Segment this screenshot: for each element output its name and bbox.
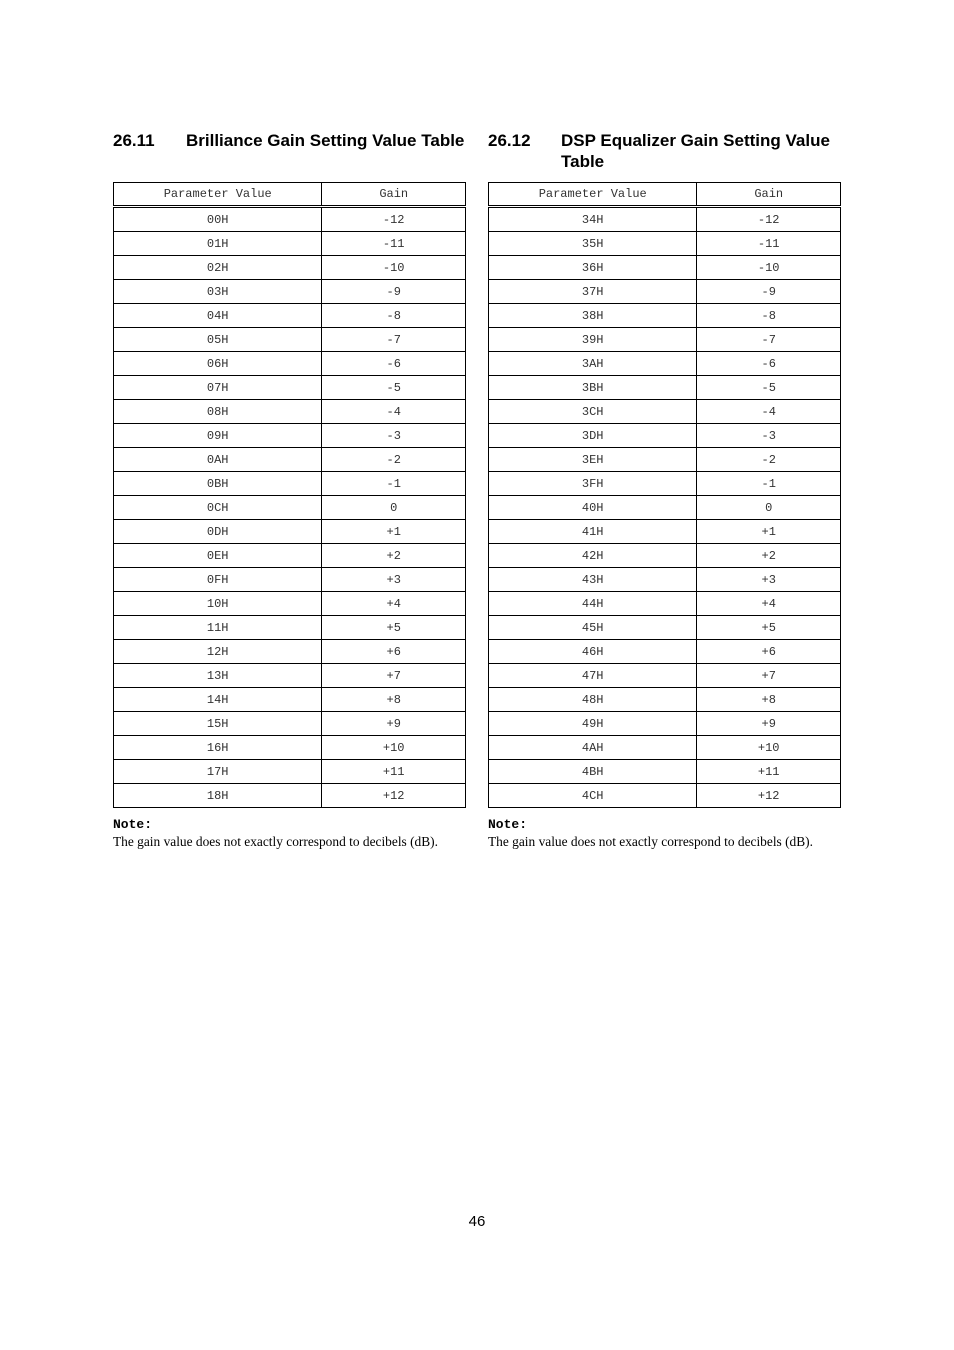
table-row (489, 328, 841, 352)
table-row (489, 616, 841, 640)
gain-cell: +2 (322, 544, 466, 568)
parameter-value-cell: 0FH (114, 568, 322, 592)
parameter-value-cell: 49H (489, 712, 697, 736)
gain-cell: +7 (697, 664, 841, 688)
gain-cell: -9 (322, 280, 466, 304)
table-row (489, 352, 841, 376)
gain-cell: -6 (697, 352, 841, 376)
table-row (489, 448, 841, 472)
gain-cell: +5 (322, 616, 466, 640)
parameter-value-cell: 44H (489, 592, 697, 616)
gain-cell: +11 (322, 760, 466, 784)
table-row (114, 472, 466, 496)
gain-cell: -6 (322, 352, 466, 376)
gain-cell: -12 (322, 207, 466, 232)
parameter-value-cell: 35H (489, 232, 697, 256)
parameter-value-cell: 16H (114, 736, 322, 760)
gain-cell: +1 (322, 520, 466, 544)
gain-cell: -8 (697, 304, 841, 328)
note-text: The gain value does not exactly correspond to decibels (dB). (488, 834, 813, 849)
table-row (114, 280, 466, 304)
column-header-parameter-value: Parameter Value (489, 183, 697, 207)
gain-cell: +12 (697, 784, 841, 808)
table-row (489, 784, 841, 808)
column-header-gain: Gain (322, 183, 466, 207)
column-header-parameter-value: Parameter Value (114, 183, 322, 207)
table-row (489, 424, 841, 448)
table-row (114, 616, 466, 640)
gain-cell: +8 (697, 688, 841, 712)
table-row (489, 520, 841, 544)
gain-cell: +8 (322, 688, 466, 712)
table-header-row (114, 183, 466, 207)
gain-cell: +2 (697, 544, 841, 568)
gain-cell: +6 (697, 640, 841, 664)
table-row (114, 232, 466, 256)
table-row (114, 544, 466, 568)
gain-cell: -1 (697, 472, 841, 496)
table-row (114, 304, 466, 328)
table-row (489, 280, 841, 304)
section-title: DSP Equalizer Gain Setting Value Table (561, 131, 830, 171)
table-row (489, 760, 841, 784)
parameter-value-cell: 14H (114, 688, 322, 712)
table-row (114, 760, 466, 784)
gain-cell: -3 (322, 424, 466, 448)
parameter-value-cell: 3FH (489, 472, 697, 496)
gain-cell: 0 (322, 496, 466, 520)
table-row (114, 784, 466, 808)
parameter-value-cell: 43H (489, 568, 697, 592)
gain-cell: -2 (322, 448, 466, 472)
note-label: Note: (113, 817, 153, 832)
parameter-value-cell: 46H (489, 640, 697, 664)
parameter-value-cell: 08H (114, 400, 322, 424)
gain-cell: +7 (322, 664, 466, 688)
gain-cell: +5 (697, 616, 841, 640)
column-header-gain: Gain (697, 183, 841, 207)
parameter-value-cell: 17H (114, 760, 322, 784)
section-number: 26.12 (488, 131, 531, 150)
parameter-value-cell: 4CH (489, 784, 697, 808)
table-header-row (489, 183, 841, 207)
section-heading (488, 130, 842, 172)
parameter-value-cell: 42H (489, 544, 697, 568)
gain-cell: -9 (697, 280, 841, 304)
brilliance-gain-table (113, 182, 466, 808)
gain-cell: -10 (697, 256, 841, 280)
gain-cell: +10 (322, 736, 466, 760)
table-row (489, 376, 841, 400)
gain-cell: +3 (322, 568, 466, 592)
gain-cell: +4 (697, 592, 841, 616)
gain-cell: +10 (697, 736, 841, 760)
table-row (114, 376, 466, 400)
gain-cell: -5 (322, 376, 466, 400)
section-number: 26.11 (113, 131, 155, 150)
gain-cell: 0 (697, 496, 841, 520)
parameter-value-cell: 3DH (489, 424, 697, 448)
table-row (114, 352, 466, 376)
parameter-value-cell: 07H (114, 376, 322, 400)
gain-cell: -10 (322, 256, 466, 280)
table-row (114, 664, 466, 688)
table-row (114, 207, 466, 232)
gain-cell: -4 (697, 400, 841, 424)
table-row (489, 664, 841, 688)
section-brilliance-gain (113, 130, 467, 851)
parameter-value-cell: 15H (114, 712, 322, 736)
parameter-value-cell: 13H (114, 664, 322, 688)
table-row (114, 520, 466, 544)
parameter-value-cell: 0EH (114, 544, 322, 568)
table-row (489, 472, 841, 496)
parameter-value-cell: 04H (114, 304, 322, 328)
table-row (114, 736, 466, 760)
table-row (489, 712, 841, 736)
table-row (489, 592, 841, 616)
parameter-value-cell: 0CH (114, 496, 322, 520)
table-row (114, 424, 466, 448)
gain-cell: -3 (697, 424, 841, 448)
table-row (489, 256, 841, 280)
gain-cell: +3 (697, 568, 841, 592)
gain-cell: +4 (322, 592, 466, 616)
table-row (114, 496, 466, 520)
parameter-value-cell: 02H (114, 256, 322, 280)
gain-cell: -11 (697, 232, 841, 256)
table-row (114, 400, 466, 424)
note-label: Note: (488, 817, 528, 832)
table-row (114, 712, 466, 736)
parameter-value-cell: 39H (489, 328, 697, 352)
table-row (114, 592, 466, 616)
parameter-value-cell: 4BH (489, 760, 697, 784)
parameter-value-cell: 47H (489, 664, 697, 688)
page-number: 46 (468, 1213, 486, 1230)
parameter-value-cell: 3EH (489, 448, 697, 472)
gain-cell: -12 (697, 207, 841, 232)
table-row (114, 688, 466, 712)
parameter-value-cell: 0BH (114, 472, 322, 496)
gain-cell: -5 (697, 376, 841, 400)
parameter-value-cell: 37H (489, 280, 697, 304)
parameter-value-cell: 41H (489, 520, 697, 544)
table-row (489, 736, 841, 760)
table-row (489, 496, 841, 520)
table-row (114, 640, 466, 664)
parameter-value-cell: 3AH (489, 352, 697, 376)
parameter-value-cell: 34H (489, 207, 697, 232)
parameter-value-cell: 3CH (489, 400, 697, 424)
gain-cell: -4 (322, 400, 466, 424)
parameter-value-cell: 4AH (489, 736, 697, 760)
parameter-value-cell: 48H (489, 688, 697, 712)
gain-cell: -7 (322, 328, 466, 352)
parameter-value-cell: 06H (114, 352, 322, 376)
table-row (489, 568, 841, 592)
parameter-value-cell: 03H (114, 280, 322, 304)
parameter-value-cell: 10H (114, 592, 322, 616)
parameter-value-cell: 11H (114, 616, 322, 640)
table-row (114, 568, 466, 592)
gain-cell: +9 (322, 712, 466, 736)
section-heading (113, 130, 467, 172)
gain-cell: +1 (697, 520, 841, 544)
table-row (114, 448, 466, 472)
parameter-value-cell: 05H (114, 328, 322, 352)
dsp-equalizer-gain-table (488, 182, 841, 808)
parameter-value-cell: 38H (489, 304, 697, 328)
gain-cell: +11 (697, 760, 841, 784)
gain-cell: +9 (697, 712, 841, 736)
parameter-value-cell: 01H (114, 232, 322, 256)
table-row (489, 207, 841, 232)
table-row (489, 640, 841, 664)
parameter-value-cell: 12H (114, 640, 322, 664)
parameter-value-cell: 45H (489, 616, 697, 640)
gain-cell: +12 (322, 784, 466, 808)
table-row (489, 688, 841, 712)
parameter-value-cell: 18H (114, 784, 322, 808)
table-row (489, 400, 841, 424)
gain-cell: -11 (322, 232, 466, 256)
gain-cell: -7 (697, 328, 841, 352)
note-text: The gain value does not exactly correspond to decibels (dB). (113, 834, 438, 849)
gain-cell: -8 (322, 304, 466, 328)
gain-cell: +6 (322, 640, 466, 664)
parameter-value-cell: 3BH (489, 376, 697, 400)
table-row (114, 328, 466, 352)
parameter-value-cell: 36H (489, 256, 697, 280)
parameter-value-cell: 40H (489, 496, 697, 520)
section-dsp-equalizer-gain (488, 130, 842, 851)
parameter-value-cell: 09H (114, 424, 322, 448)
parameter-value-cell: 0AH (114, 448, 322, 472)
gain-cell: -1 (322, 472, 466, 496)
parameter-value-cell: 00H (114, 207, 322, 232)
table-row (489, 232, 841, 256)
table-row (114, 256, 466, 280)
table-row (489, 304, 841, 328)
gain-cell: -2 (697, 448, 841, 472)
parameter-value-cell: 0DH (114, 520, 322, 544)
table-row (489, 544, 841, 568)
section-title: Brilliance Gain Setting Value Table (186, 131, 465, 150)
